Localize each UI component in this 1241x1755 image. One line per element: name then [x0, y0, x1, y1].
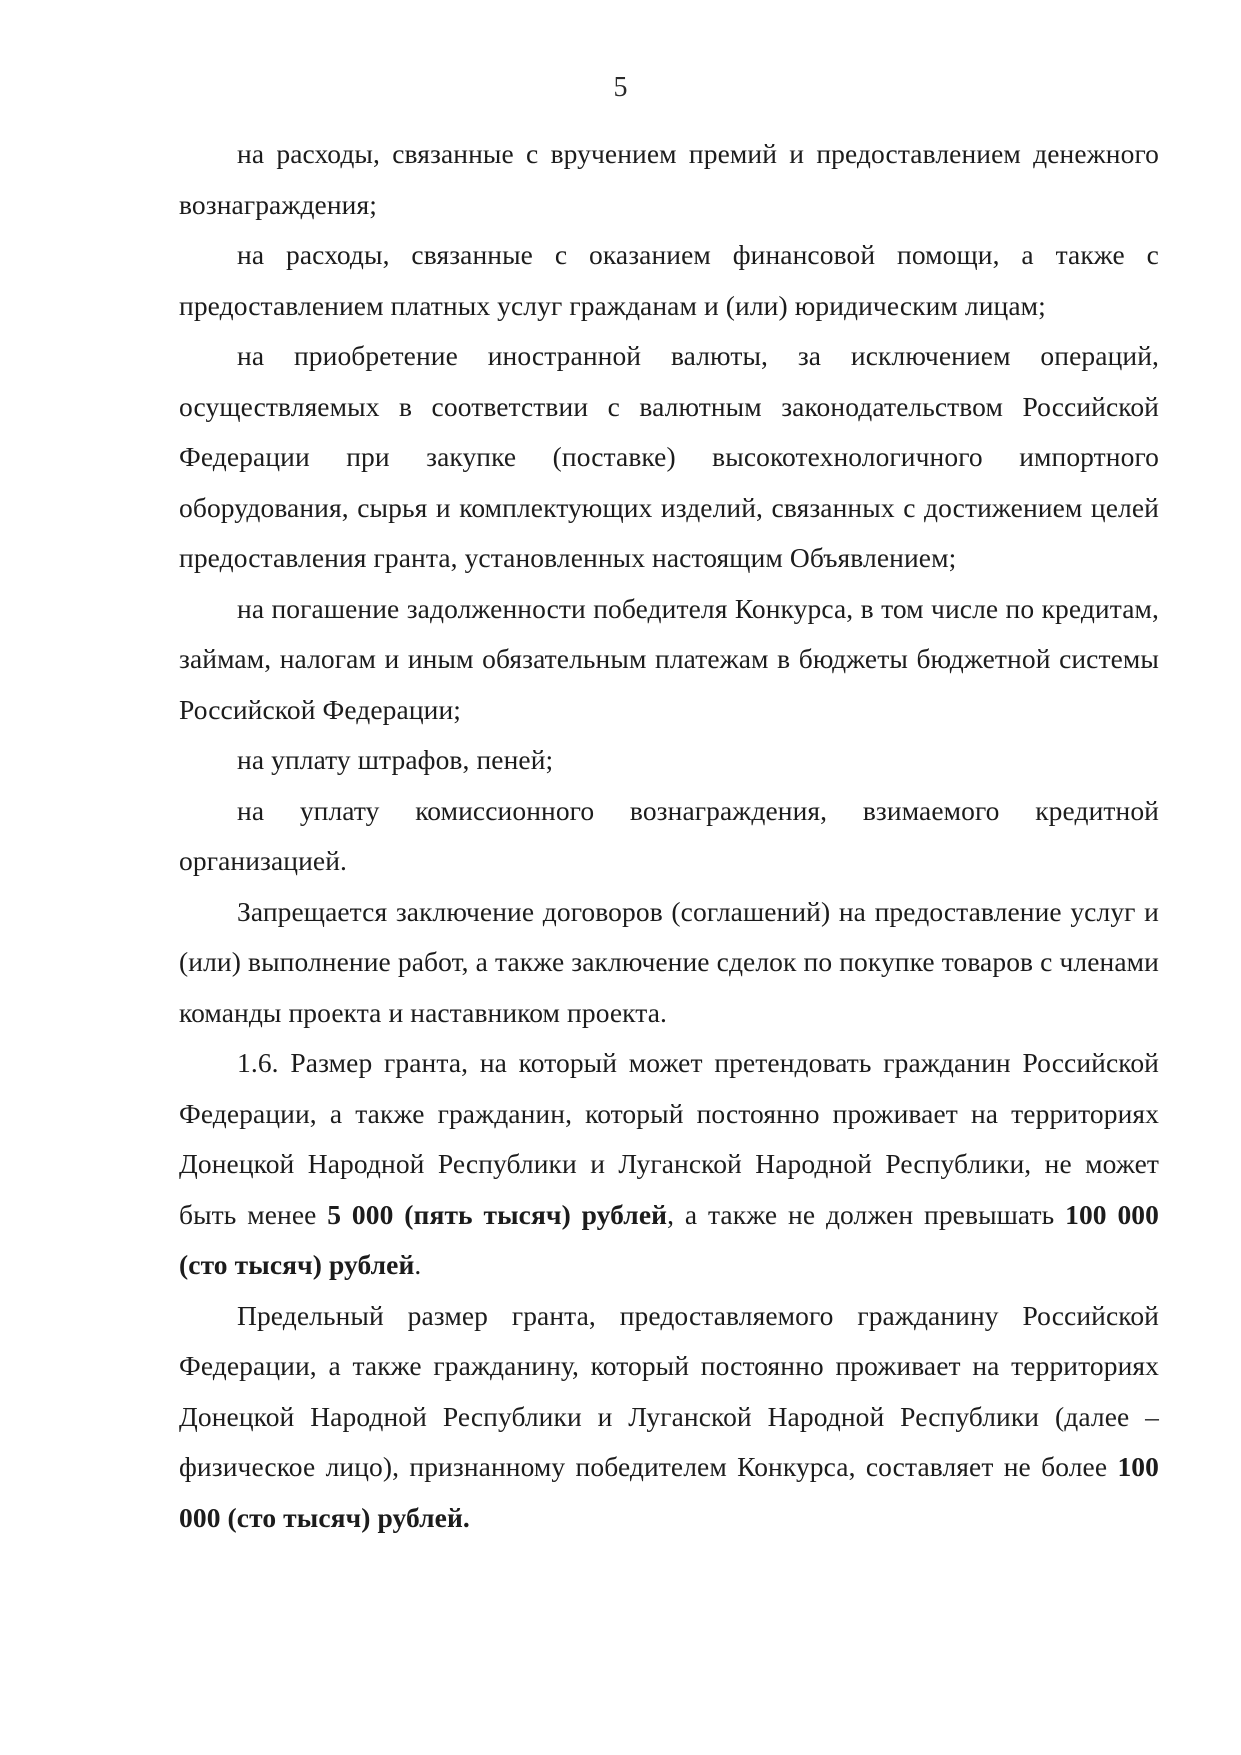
paragraph-debt-repayment: на погашение задолженности победителя Конкурса, в том числе по кредитам, займам, налогам и иным обязательным платежам в бюджеты бюджетной системы Российской Федерации;: [179, 592, 1159, 725]
grant-size-text-2: , а также не должен превышать: [667, 1198, 1066, 1230]
paragraph-fines: на уплату штрафов, пеней;: [237, 744, 554, 775]
grant-min-amount: 5 000 (пять тысяч) рублей: [327, 1198, 668, 1230]
paragraph-foreign-currency: на приобретение иностранной валюты, за исключением операций, осуществляемых в соответствии с валютным законодательством Российской Федерации при закупке (поставке) высокотехнологичного импортного оборудования, сырья и комплектующих изделий, связанных с достижением целей предоставления гранта, установленных настоящим Объявлением;: [179, 340, 1159, 573]
grant-size-text-3: .: [414, 1249, 422, 1280]
document-body: [179, 129, 1159, 1543]
paragraph-financial-aid-expenses: на расходы, связанные с оказанием финансовой помощи, а также с предоставлением платных услуг гражданам и (или) юридическим лицам;: [179, 239, 1159, 321]
paragraph-grant-limit: [179, 1291, 1159, 1544]
grant-limit-text: Предельный размер гранта, предоставляемого гражданину Российской Федерации, а также гражданину, который постоянно проживает на территориях Донецкой Народной Республики и Луганской Народной Республики (далее – физическое лицо), признанному победителем Конкурса, составляет не более: [179, 1299, 1159, 1482]
grant-limit-amount: 100 000 (сто тысяч) рублей.: [179, 1451, 1159, 1533]
paragraph-commission: на уплату комиссионного вознаграждения, взимаемого кредитной организацией.: [179, 794, 1159, 876]
paragraph-contract-prohibition: Запрещается заключение договоров (соглашений) на предоставление услуг и (или) выполнение работ, а также заключение сделок по покупке товаров с членами команды проекта и наставником проекта.: [179, 895, 1159, 1028]
grant-max-amount: 100 000 (сто тысяч) рублей: [179, 1198, 1159, 1280]
paragraph-grant-size: [179, 1038, 1159, 1291]
grant-size-text-1: 1.6. Размер гранта, на который может претендовать гражданин Российской Федерации, а также гражданин, который постоянно проживает на территориях Донецкой Народной Республики и Луганской Народной Республики, не может быть менее: [179, 1047, 1159, 1230]
paragraph-prizes-expenses: на расходы, связанные с вручением премий и предоставлением денежного вознаграждения;: [179, 138, 1159, 220]
page-number: 5: [613, 72, 628, 103]
